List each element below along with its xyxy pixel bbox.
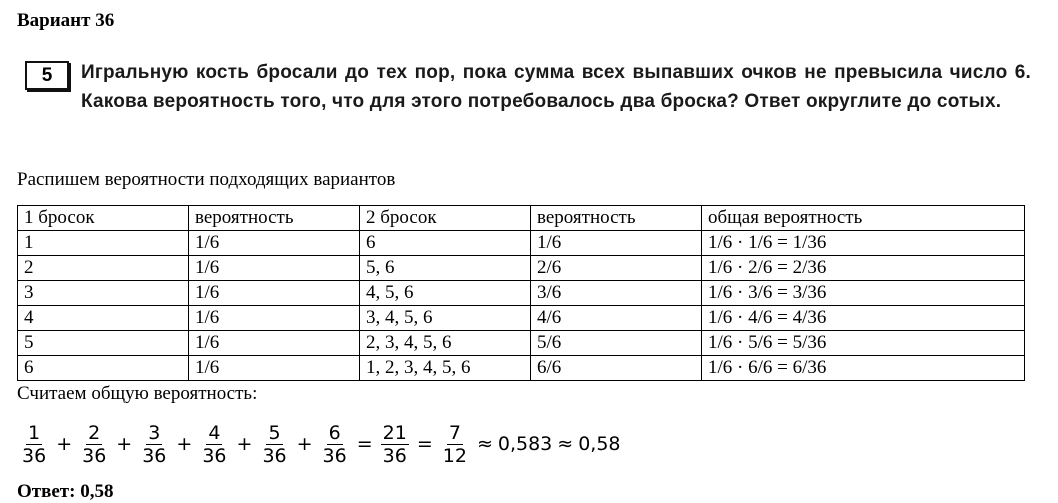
fraction xyxy=(321,422,349,467)
plus-sign: + xyxy=(296,433,313,455)
table-cell: 1/6 · 6/6 = 6/36 xyxy=(702,356,1025,381)
fraction xyxy=(140,422,168,467)
header-cell: 1 бросок xyxy=(18,206,189,231)
fraction xyxy=(20,422,48,467)
table-cell: 4 xyxy=(18,306,189,331)
table-cell: 6 xyxy=(18,356,189,381)
header-cell: общая вероятность xyxy=(702,206,1025,231)
table-cell: 1, 2, 3, 4, 5, 6 xyxy=(360,356,531,381)
equals-sign: = xyxy=(416,433,433,455)
table-row xyxy=(18,256,1025,281)
denominator: 36 xyxy=(202,444,227,467)
table-row xyxy=(18,331,1025,356)
total-probability-label: Считаем общую вероятность: xyxy=(17,383,258,404)
table-cell: 1/6 xyxy=(189,256,360,281)
table-cell: 1/6 xyxy=(189,306,360,331)
plus-sign: + xyxy=(176,433,193,455)
denominator: 36 xyxy=(262,444,287,467)
table-cell: 3 xyxy=(18,281,189,306)
denominator: 36 xyxy=(322,444,347,467)
numerator: 6 xyxy=(328,421,341,444)
denominator: 36 xyxy=(22,444,47,467)
problem-number-box: 5 xyxy=(25,61,69,90)
probability-table xyxy=(17,205,1025,381)
rounded-value: 0,58 xyxy=(578,433,621,455)
numerator: 7 xyxy=(448,421,461,444)
header-cell: 2 бросок xyxy=(360,206,531,231)
numerator: 3 xyxy=(148,421,161,444)
answer-text: Ответ: 0,58 xyxy=(17,481,114,502)
table-cell: 1/6 · 5/6 = 5/36 xyxy=(702,331,1025,356)
table-cell: 3, 4, 5, 6 xyxy=(360,306,531,331)
table-cell: 1/6 xyxy=(189,231,360,256)
table-cell: 1/6 · 4/6 = 4/36 xyxy=(702,306,1025,331)
denominator: 12 xyxy=(442,444,467,467)
approx-value: 0,583 xyxy=(497,433,553,455)
table-cell: 1/6 xyxy=(189,281,360,306)
plus-sign: + xyxy=(116,433,133,455)
plus-sign: + xyxy=(56,433,73,455)
header-cell: вероятность xyxy=(531,206,702,231)
table-cell: 1 xyxy=(18,231,189,256)
denominator: 36 xyxy=(382,444,407,467)
table-cell: 3/6 xyxy=(531,281,702,306)
table-cell: 1/6 · 1/6 = 1/36 xyxy=(702,231,1025,256)
intro-text: Распишем вероятности подходящих вариантов xyxy=(17,169,396,190)
table-cell: 1/6 xyxy=(189,331,360,356)
table-cell: 1/6 · 3/6 = 3/36 xyxy=(702,281,1025,306)
reduced-fraction xyxy=(441,422,469,467)
table-cell: 1/6 xyxy=(531,231,702,256)
table-row xyxy=(18,306,1025,331)
table-cell: 5/6 xyxy=(531,331,702,356)
table-cell: 2/6 xyxy=(531,256,702,281)
numerator: 21 xyxy=(382,421,407,444)
approx-sign: ≈ xyxy=(557,433,574,455)
probability-formula xyxy=(17,418,621,470)
table-cell: 4/6 xyxy=(531,306,702,331)
table-row xyxy=(18,231,1025,256)
sum-fraction xyxy=(381,422,409,467)
numerator: 4 xyxy=(208,421,221,444)
table-cell: 1/6 xyxy=(189,356,360,381)
table-cell: 5, 6 xyxy=(360,256,531,281)
fraction xyxy=(80,422,108,467)
table-cell: 5 xyxy=(18,331,189,356)
denominator: 36 xyxy=(142,444,167,467)
table-cell: 4, 5, 6 xyxy=(360,281,531,306)
table-cell: 6 xyxy=(360,231,531,256)
plus-sign: + xyxy=(236,433,253,455)
fraction xyxy=(260,422,288,467)
table-cell: 6/6 xyxy=(531,356,702,381)
denominator: 36 xyxy=(82,444,107,467)
numerator: 2 xyxy=(88,421,101,444)
variant-title: Вариант 36 xyxy=(17,10,115,31)
table-cell: 2 xyxy=(18,256,189,281)
header-cell: вероятность xyxy=(189,206,360,231)
equals-sign: = xyxy=(356,433,373,455)
numerator: 5 xyxy=(268,421,281,444)
fraction xyxy=(200,422,228,467)
table-row xyxy=(18,356,1025,381)
numerator: 1 xyxy=(28,421,41,444)
approx-sign: ≈ xyxy=(476,433,493,455)
problem-text: Игральную кость бросали до тех пор, пока сумма всех выпавших очков не превысила число 6. Какова вероятность того, что для этого потребовалось два броска? Ответ округлите до сотых. xyxy=(81,62,1031,112)
table-header-row xyxy=(18,206,1025,231)
table-cell: 2, 3, 4, 5, 6 xyxy=(360,331,531,356)
table-row xyxy=(18,281,1025,306)
table-cell: 1/6 · 2/6 = 2/36 xyxy=(702,256,1025,281)
